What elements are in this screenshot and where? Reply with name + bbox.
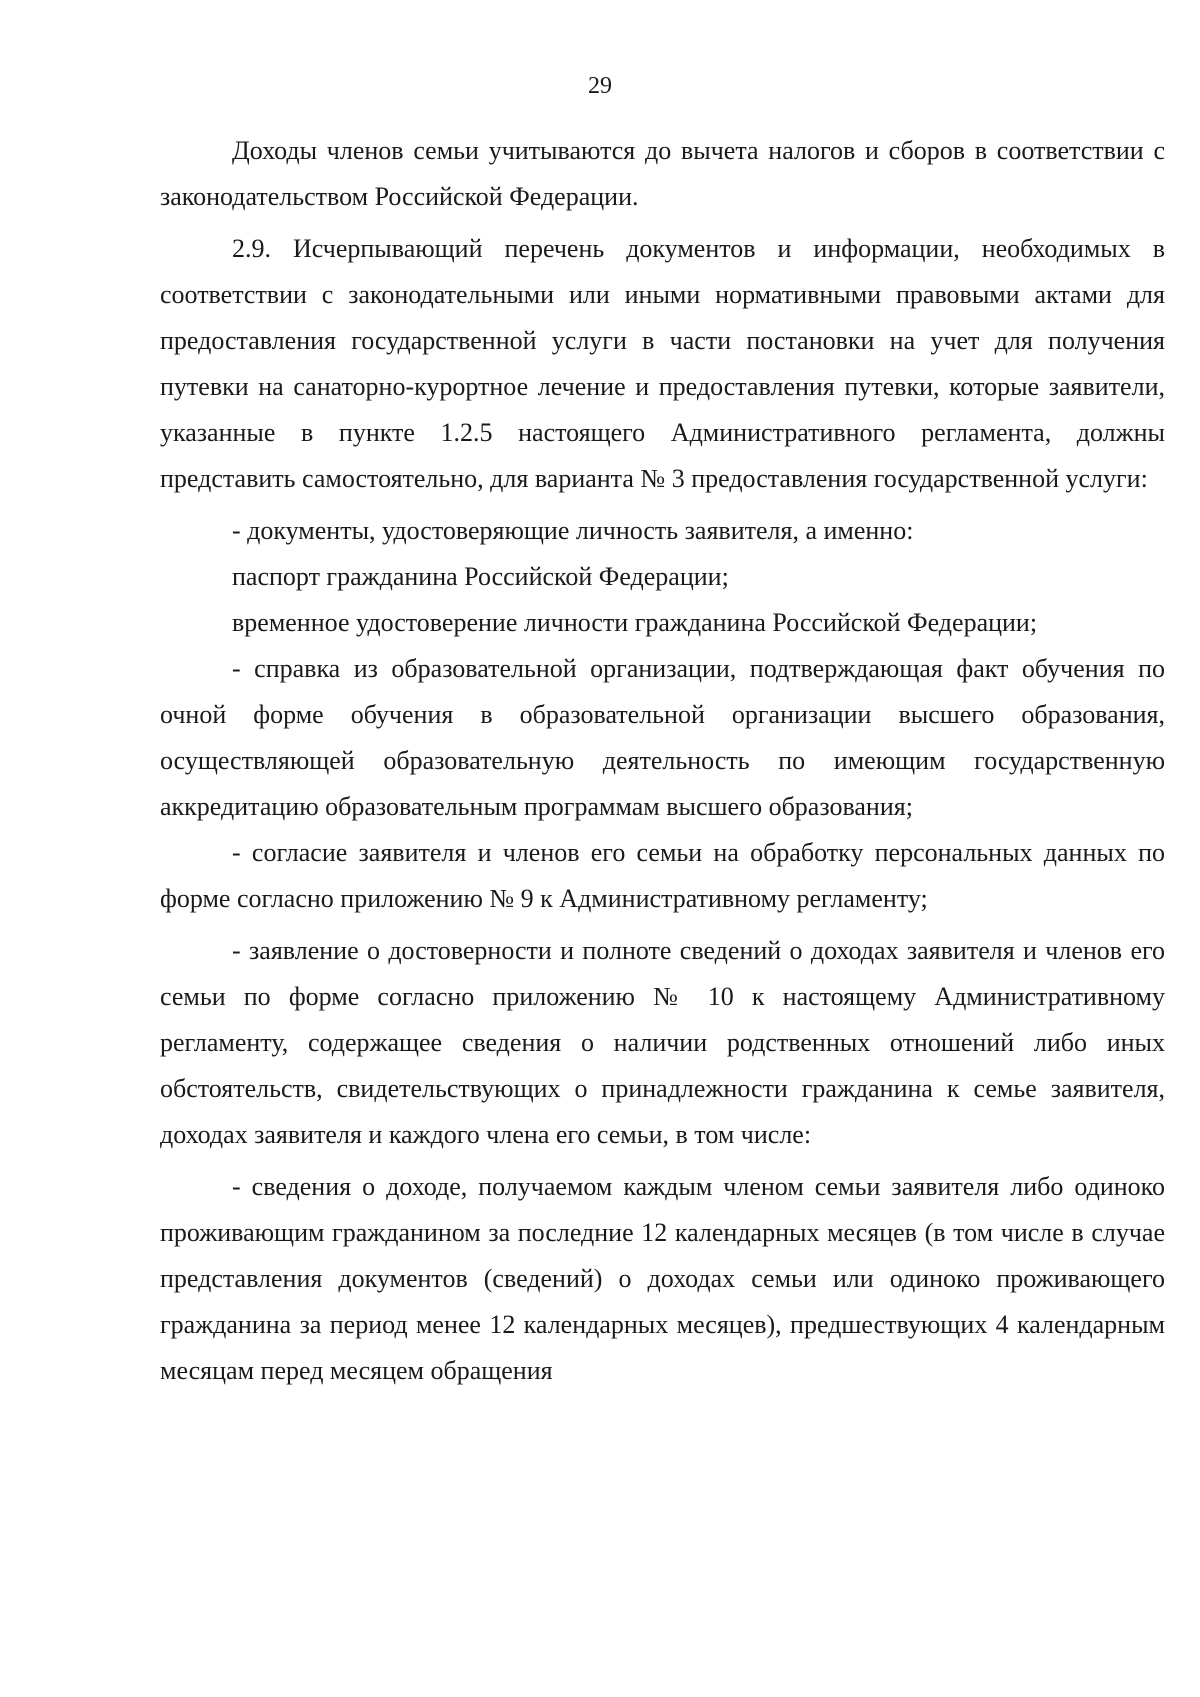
- paragraph-income-before-taxes: Доходы членов семьи учитываются до вычета налогов и сборов в соответствии с законодательством Российской Федерации.: [160, 136, 1165, 211]
- document-body: [160, 128, 1165, 1394]
- list-item-temporary-id: временное удостоверение личности гражданина Российской Федерации;: [232, 608, 1038, 637]
- paragraph-2-9-documents-list: 2.9. Исчерпывающий перечень документов и информации, необходимых в соответствии с законодательными или иными нормативными правовыми актами для предоставления государственной услуги в части постановки на учет для получения путевки на санаторно-курортное лечение и предоставления путевки, которые заявители, указанные в пункте 1.2.5 настоящего Административного регламента, должны представить самостоятельно, для варианта № 3 предоставления государственной услуги:: [160, 234, 1165, 493]
- list-item-income-information: - сведения о доходе, получаемом каждым членом семьи заявителя либо одиноко проживающим гражданином за последние 12 календарных месяцев (в том числе в случае представления документов (сведений) о доходах семьи или одиноко проживающего гражданина за период менее 12 календарных месяцев), предшествующих 4 календарным месяцам перед месяцем обращения: [160, 1172, 1165, 1385]
- list-item-education-certificate: - справка из образовательной организации, подтверждающая факт обучения по очной форме обучения в образовательной организации высшего образования, осуществляющей образовательную деятельность по имеющим государственную аккредитацию образовательным программам высшего образования;: [160, 654, 1165, 821]
- list-item-passport: паспорт гражданина Российской Федерации;: [232, 562, 729, 591]
- list-item-income-statement: - заявление о достоверности и полноте сведений о доходах заявителя и членов его семьи по форме согласно приложению № 10 к настоящему Административному регламенту, содержащее сведения о наличии родственных отношений либо иных обстоятельств, свидетельствующих о принадлежности гражданина к семье заявителя, доходах заявителя и каждого члена его семьи, в том числе:: [160, 936, 1165, 1149]
- page-number: 29: [588, 73, 612, 99]
- list-item-identity-documents: - документы, удостоверяющие личность заявителя, а именно:: [232, 516, 914, 545]
- list-item-data-processing-consent: - согласие заявителя и членов его семьи на обработку персональных данных по форме согласно приложению № 9 к Административному регламенту;: [160, 838, 1165, 913]
